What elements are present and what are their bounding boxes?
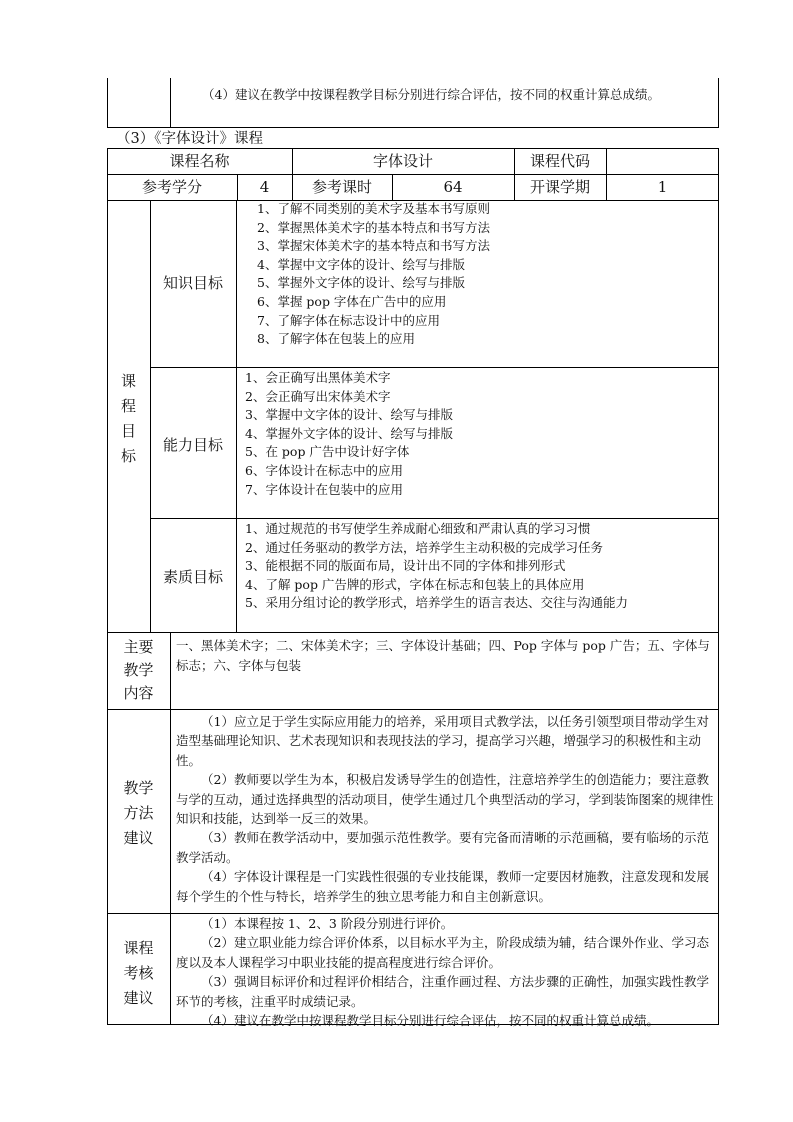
list-item: 6、掌握 pop 字体在广告中的应用: [257, 293, 447, 309]
goals-sublabel-divider: [236, 200, 237, 632]
label-line: 方法: [123, 804, 154, 822]
list-item: 5、掌握外文字体的设计、绘写与排版: [257, 275, 465, 291]
list-item: 5、在 pop 广告中设计好字体: [245, 444, 410, 460]
hours-value: 64: [443, 178, 463, 196]
label-line: 主要: [123, 638, 154, 656]
fragment-eval-item: （4）建议在教学中按课程教学目标分别进行综合评估，按不同的权重计算总成绩。: [202, 87, 660, 102]
goals-label: [107, 369, 150, 469]
row-divider: [107, 174, 719, 175]
goals-label-char: 目: [120, 422, 136, 440]
credits-label: 参考学分: [141, 178, 202, 196]
evaluation-paragraph: （1）本课程按 1、2、3 阶段分别进行评价。: [201, 916, 454, 931]
list-item: 4、了解 pop 广告牌的形式，字体在标志和包装上的具体应用: [245, 576, 585, 592]
row-divider: [107, 709, 719, 710]
method-label: [107, 776, 170, 851]
list-item: 2、会正确写出宋体美术字: [245, 388, 391, 404]
goals-label-char: 程: [120, 397, 136, 415]
course-name-value: 字体设计: [372, 152, 433, 170]
label-line: 考核: [123, 964, 154, 982]
method-paragraph: （3）教师在教学活动中，要加强示范性教学。要有完备而清晰的示范画稿，要有临场的示范教学活动。: [176, 830, 709, 865]
main-content-text: [176, 636, 714, 676]
list-item: 7、了解字体在标志设计中的应用: [257, 312, 440, 328]
goals-label-char: 课: [120, 372, 136, 390]
evaluation-label: [107, 936, 170, 1011]
knowledge-goals-list: [257, 200, 490, 349]
hours-label: 参考课时: [311, 178, 372, 196]
list-item: 8、了解字体在包装上的应用: [257, 331, 415, 347]
list-item: 4、掌握外文字体的设计、绘写与排版: [245, 425, 453, 441]
goals-subrow-divider: [150, 518, 719, 519]
list-item: 4、掌握中文字体的设计、绘写与排版: [257, 256, 465, 272]
evaluation-paragraph: （4）建议在教学中按课程教学目标分别进行综合评估，按不同的权重计算总成绩。: [201, 1013, 659, 1029]
evaluation-paragraph: （2）建立职业能力综合评价体系，以目标水平为主，阶段成绩为辅，结合课外作业、学习态度以及本人课程学习中职业技能的提高程度进行综合评价。: [176, 935, 709, 970]
label-line: 教学: [123, 779, 154, 797]
list-item: 1、会正确写出黑体美术字: [245, 370, 391, 385]
list-item: 3、掌握宋体美术字的基本特点和书写方法: [257, 238, 490, 254]
method-text: [176, 712, 714, 906]
section-heading: （3）《字体设计》课程: [116, 131, 263, 147]
list-item: 3、能根据不同的版面布局，设计出不同的字体和排列形式: [245, 558, 566, 574]
label-line: 建议: [123, 989, 154, 1007]
course-code-label: 课程代码: [529, 152, 590, 170]
list-item: 2、掌握黑体美术字的基本特点和书写方法: [257, 219, 490, 235]
ability-goals-label: 能力目标: [162, 436, 223, 454]
label-line: 课程: [123, 939, 154, 957]
main-content-paragraph: 一、黑体美术字；二、宋体美术字；三、字体设计基础；四、Pop 字体与 pop 广告；五、字体与标志；六、字体与包装: [176, 638, 710, 673]
method-paragraph: （2）教师要以学生为本，积极启发诱导学生的创造性，注意培养学生的创造能力；要注意教与学的互动，通过选择典型的活动项目，使学生通过几个典型活动的学习，学到装饰图案的规律性知识和技能，达到举一反三的效果。: [176, 772, 714, 827]
col-divider: [170, 632, 171, 1025]
label-line: 内容: [123, 684, 154, 702]
evaluation-text: [176, 914, 714, 1030]
course-name-label: 课程名称: [169, 152, 230, 170]
semester-value: 1: [657, 178, 668, 196]
list-item: 5、采用分组讨论的教学形式，培养学生的语言表达、交往与沟通能力: [245, 595, 628, 611]
credits-value: 4: [259, 178, 270, 196]
quality-goals-list: [245, 520, 628, 613]
row-divider: [107, 632, 719, 633]
label-line: 建议: [123, 829, 154, 847]
method-paragraph: （1）应立足于学生实际应用能力的培养，采用项目式教学法，以任务引领型项目带动学生对造型基础理论知识、艺术表现知识和表现技法的学习，提高学习兴趣，增强学习的积极性和主动性。: [176, 714, 709, 768]
list-item: 3、掌握中文字体的设计、绘写与排版: [245, 407, 453, 423]
list-item: 6、字体设计在标志中的应用: [245, 462, 403, 478]
method-paragraph: （4）字体设计课程是一门实践性很强的专业技能课，教师一定要因材施教，注意发现和发展每个学生的个性与特长，培养学生的独立思考能力和自主创新意识。: [176, 869, 709, 904]
quality-goals-label: 素质目标: [162, 568, 223, 586]
evaluation-paragraph: （3）强调目标评价和过程评价相结合，注重作画过程、方法步骤的正确性，加强实践性教学环节的考核，注重平时成绩记录。: [176, 974, 709, 1009]
main-content-label: [107, 636, 170, 705]
semester-label: 开课学期: [529, 178, 590, 196]
ability-goals-list: [245, 369, 453, 499]
list-item: 2、通过任务驱动的教学方法，培养学生主动积极的完成学习任务: [245, 539, 603, 555]
list-item: 1、了解不同类别的美术字及基本书写原则: [257, 201, 490, 216]
goals-label-char: 标: [120, 447, 136, 465]
list-item: 7、字体设计在包装中的应用: [245, 481, 403, 497]
fragment-divider: [170, 78, 171, 128]
label-line: 教学: [123, 661, 154, 679]
knowledge-goals-label: 知识目标: [162, 274, 223, 292]
list-item: 1、通过规范的书写使学生养成耐心细致和严肃认真的学习习惯: [245, 521, 591, 536]
goals-subrow-divider: [150, 367, 719, 368]
